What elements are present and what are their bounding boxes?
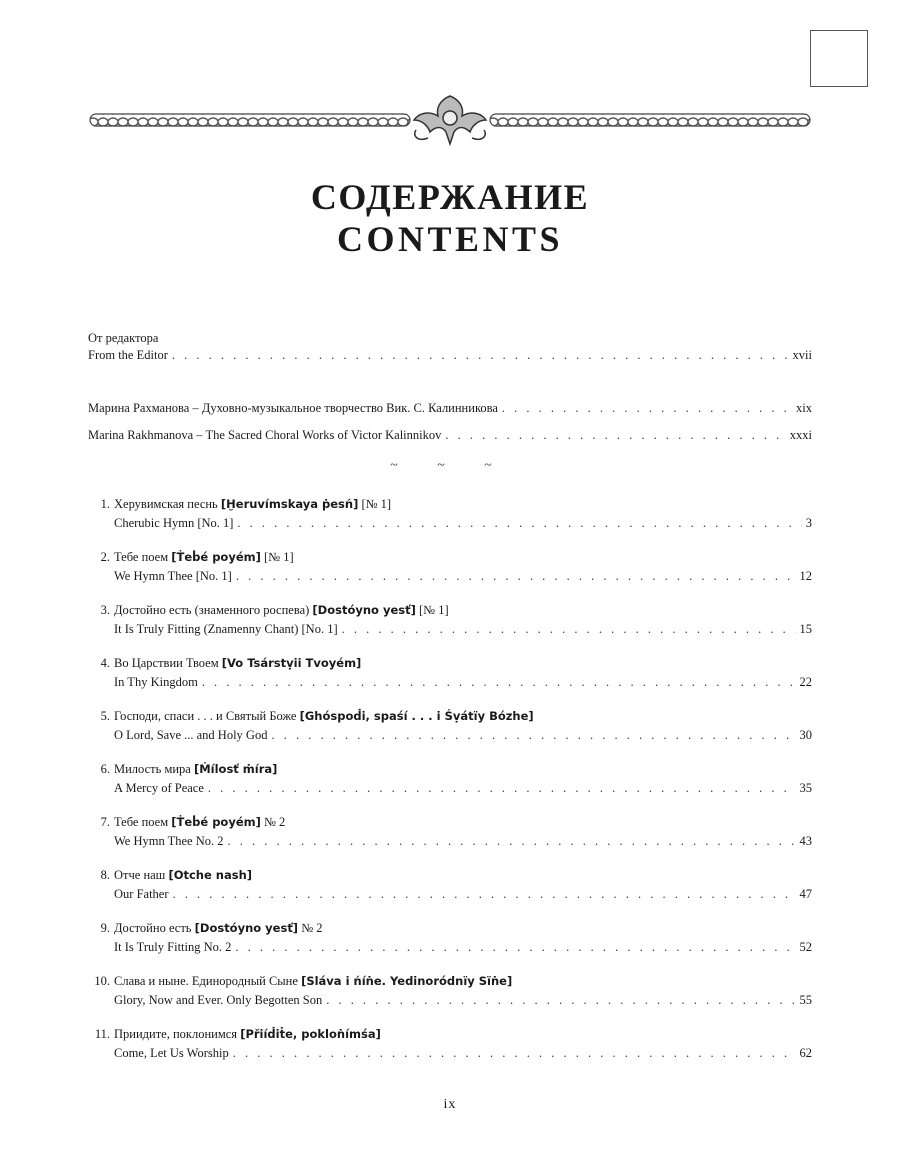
toc-line-essay-ru[interactable] — [88, 400, 812, 416]
leader-dots — [326, 992, 795, 1008]
page-ref: 47 — [799, 887, 812, 901]
entry-title-ru-text: Тебе поем — [114, 815, 169, 829]
entry-number: 3. — [100, 603, 110, 617]
page-ref: 43 — [799, 834, 812, 848]
page-ref: 12 — [799, 569, 812, 583]
entry-title-en: O Lord, Save ... and Holy God — [114, 728, 268, 742]
entry-transliteration: [Otche nash] — [168, 868, 253, 882]
leader-dots — [228, 833, 796, 849]
entry-title-ru-text: Господи, спаси . . . и Святый Боже — [114, 709, 297, 723]
entry-title-en-line — [114, 992, 812, 1008]
entry-number-suffix: № 2 — [301, 921, 323, 935]
entry-transliteration: [Vo Tsárstṿii Tvoyém] — [221, 656, 362, 670]
page-ref: 52 — [799, 940, 812, 954]
entry-title-ru — [114, 973, 512, 989]
essay-title-ru: Марина Рахманова – Духовно-музыкальное творчество Вик. С. Калинникова — [88, 401, 498, 415]
page-ref: 55 — [799, 993, 812, 1007]
leader-dots — [236, 568, 796, 584]
entry-title-en-line — [114, 833, 812, 849]
entry-title-ru — [114, 1026, 381, 1042]
page-ref: 30 — [799, 728, 812, 742]
entry-number: 8. — [100, 868, 110, 882]
page-ref: 22 — [799, 675, 812, 689]
entry-transliteration: [Dostóyno yesť] — [194, 921, 299, 935]
entry-transliteration: [Ḫeruvímskaya ṗesń] — [220, 497, 359, 511]
title-russian: СОДЕРЖАНИЕ — [310, 177, 590, 217]
editor-heading-ru: От редактора — [88, 331, 159, 345]
entry-title-ru — [114, 496, 391, 512]
leader-dots — [235, 939, 795, 955]
page-ref: 3 — [805, 516, 812, 530]
page-ref: 15 — [799, 622, 812, 636]
entry-transliteration: [Ṫeḃé poyém] — [171, 550, 261, 564]
entry-title-en-line — [114, 568, 812, 584]
entry-title-en-line — [114, 780, 812, 796]
entry-title-ru-text: Достойно есть — [114, 921, 192, 935]
page-ref: 35 — [799, 781, 812, 795]
title-english: CONTENTS — [336, 219, 564, 259]
entry-number: 5. — [100, 709, 110, 723]
entry-title-en-line — [114, 515, 812, 531]
entry-number: 2. — [100, 550, 110, 564]
section-separator: ~ ~ ~ — [390, 458, 510, 473]
entry-number: 10. — [94, 974, 110, 988]
entry-title-ru — [114, 814, 285, 830]
editor-heading-en: From the Editor — [88, 348, 168, 362]
decorative-ornament-rule — [88, 92, 812, 150]
entry-number-suffix: [№ 1] — [264, 550, 294, 564]
page-ref: xxxi — [789, 428, 812, 442]
entry-title-ru-text: Достойно есть (знаменного роспева) — [114, 603, 310, 617]
entry-title-en: We Hymn Thee No. 2 — [114, 834, 224, 848]
entry-title-en: It Is Truly Fitting (Znamenny Chant) [No. 1] — [114, 622, 338, 636]
entry-title-ru-text: Приидите, поклонимся — [114, 1027, 238, 1041]
entry-transliteration: [Sláva i ńíṅe. Yedinoródnïy Sïṅe] — [301, 974, 513, 988]
entry-title-en: We Hymn Thee [No. 1] — [114, 569, 232, 583]
page-ref: 62 — [799, 1046, 812, 1060]
entry-title-ru — [114, 602, 449, 618]
page-ref: xix — [796, 401, 812, 415]
entry-title-en: A Mercy of Peace — [114, 781, 204, 795]
leader-dots — [445, 427, 785, 443]
entry-title-en: Glory, Now and Ever. Only Begotten Son — [114, 993, 323, 1007]
entry-title-en-line — [114, 886, 812, 902]
entry-number: 4. — [100, 656, 110, 670]
essay-title-en: Marina Rakhmanova – The Sacred Choral Works of Victor Kalinnikov — [88, 428, 442, 442]
leader-dots — [237, 515, 801, 531]
entry-title-ru-text: Херувимская песнь — [114, 497, 218, 511]
entry-title-ru-text: Во Царствии Твоем — [114, 656, 219, 670]
leader-dots — [502, 400, 792, 416]
entry-number-suffix: [№ 1] — [361, 497, 392, 511]
corner-frame — [810, 30, 868, 87]
entry-title-ru — [114, 920, 323, 936]
toc-line-editor[interactable] — [88, 347, 812, 363]
entry-transliteration: [Přiíḋiṫe, pokloṅímśa] — [240, 1027, 381, 1041]
entry-title-en: In Thy Kingdom — [114, 675, 198, 689]
entry-transliteration: [Dostóyno yesť] — [312, 603, 416, 617]
entry-number: 11. — [94, 1027, 110, 1041]
entry-title-ru-text: Слава и ныне. Единородный Сыне — [114, 974, 298, 988]
leader-dots — [202, 674, 796, 690]
entry-title-en-line — [114, 1045, 812, 1061]
leader-dots — [173, 886, 796, 902]
entry-number-suffix: [№ 1] — [418, 603, 449, 617]
leader-dots — [208, 780, 796, 796]
leader-dots — [271, 727, 795, 743]
entry-title-en: It Is Truly Fitting No. 2 — [114, 940, 232, 954]
entry-title-en-line — [114, 939, 812, 955]
page-ref: xvii — [792, 348, 812, 362]
entry-transliteration: [Ghóspoḋi, spaśí . . . i Śṿátïy Bózhe] — [299, 709, 534, 723]
leader-dots — [233, 1045, 796, 1061]
page-number: ix — [443, 1097, 457, 1112]
entry-number: 7. — [100, 815, 110, 829]
entry-title-ru-text: Тебе поем — [114, 550, 169, 564]
entry-title-ru-text: Милость мира — [114, 762, 191, 776]
entry-title-ru-text: Отче наш — [114, 868, 166, 882]
entry-number: 1. — [100, 497, 110, 511]
entry-title-ru — [114, 708, 534, 724]
entry-title-en: Cherubic Hymn [No. 1] — [114, 516, 234, 530]
entry-transliteration: [Ṫeḃé poyém] — [171, 815, 261, 829]
entry-title-en-line — [114, 621, 812, 637]
entry-title-ru — [114, 761, 277, 777]
entry-title-en: Come, Let Us Worship — [114, 1046, 229, 1060]
leader-dots — [172, 347, 789, 363]
entry-title-en-line — [114, 674, 812, 690]
leader-dots — [342, 621, 796, 637]
entry-title-ru — [114, 655, 361, 671]
toc-line-essay-en[interactable] — [88, 427, 812, 443]
entry-title-en: Our Father — [114, 887, 169, 901]
entry-transliteration: [Ṁílosť ṁíra] — [193, 762, 278, 776]
entry-title-en-line — [114, 727, 812, 743]
entry-number-suffix: № 2 — [264, 815, 286, 829]
entry-title-ru — [114, 549, 294, 565]
entry-number: 9. — [100, 921, 110, 935]
entry-title-ru — [114, 867, 252, 883]
entry-number: 6. — [100, 762, 110, 776]
